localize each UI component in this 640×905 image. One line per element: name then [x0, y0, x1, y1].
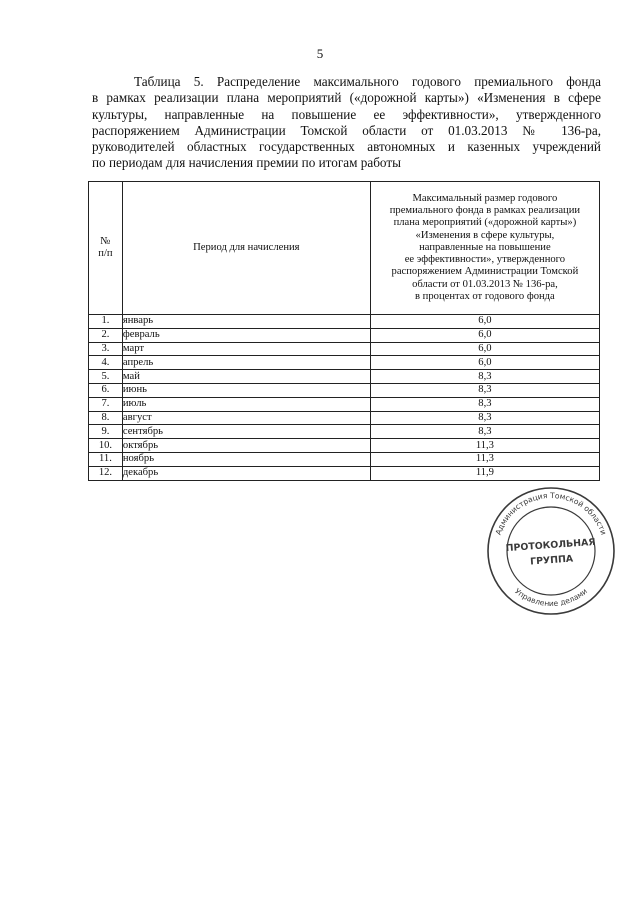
- table-row: [89, 439, 600, 453]
- row-percent-value: 6,0: [370, 356, 599, 370]
- row-period: май: [122, 370, 370, 384]
- row-percent-value: 11,3: [370, 452, 599, 466]
- stamp-center-line1: ПРОТОКОЛЬНАЯ: [505, 536, 596, 555]
- stamp-center-line2: ГРУППА: [529, 553, 574, 568]
- row-percent-value: 6,0: [370, 328, 599, 342]
- table-row: [89, 425, 600, 439]
- row-number: 6.: [89, 383, 123, 397]
- row-number: 5.: [89, 370, 123, 384]
- row-period: сентябрь: [122, 425, 370, 439]
- row-period: август: [122, 411, 370, 425]
- row-percent-value: 6,0: [370, 315, 599, 329]
- row-percent-value: 8,3: [370, 397, 599, 411]
- row-number: 7.: [89, 397, 123, 411]
- table-row: [89, 383, 600, 397]
- row-number: 2.: [89, 328, 123, 342]
- caption-line: по периодам для начисления премии по итогам работы: [92, 155, 401, 171]
- row-number: 10.: [89, 439, 123, 453]
- row-number: 3.: [89, 342, 123, 356]
- row-period: декабрь: [122, 466, 370, 480]
- row-number: 1.: [89, 315, 123, 329]
- row-number: 9.: [89, 425, 123, 439]
- premium-distribution-table: [88, 181, 600, 481]
- row-percent-value: 8,3: [370, 425, 599, 439]
- table-caption: [92, 74, 601, 172]
- caption-line: Таблица 5. Распределение максимального годового премиального фонда: [134, 74, 601, 89]
- table-row: [89, 466, 600, 480]
- table-body: [89, 315, 600, 481]
- row-percent-value: 11,9: [370, 466, 599, 480]
- table-row: [89, 397, 600, 411]
- caption-line: руководителей областных государственных автономных и казенных учреждений: [92, 139, 601, 155]
- header-period: Период для начисления: [122, 182, 370, 315]
- row-period: март: [122, 342, 370, 356]
- row-period: октябрь: [122, 439, 370, 453]
- row-percent-value: 11,3: [370, 439, 599, 453]
- row-period: январь: [122, 315, 370, 329]
- row-number: 8.: [89, 411, 123, 425]
- caption-line: распоряжением Администрации Томской области от 01.03.2013 № 136-ра,: [92, 122, 601, 138]
- caption-line: в рамках реализации плана мероприятий («дорожной карты») «Изменения в сфере: [92, 90, 601, 106]
- row-period: июнь: [122, 383, 370, 397]
- row-percent-value: 8,3: [370, 370, 599, 384]
- table-row: [89, 452, 600, 466]
- stamp-ring-top-text: Администрация Томской области: [493, 490, 609, 537]
- row-percent-value: 8,3: [370, 383, 599, 397]
- row-percent-value: 8,3: [370, 411, 599, 425]
- table-row: [89, 356, 600, 370]
- table-row: [89, 328, 600, 342]
- row-period: апрель: [122, 356, 370, 370]
- row-period: февраль: [122, 328, 370, 342]
- row-period: июль: [122, 397, 370, 411]
- row-period: ноябрь: [122, 452, 370, 466]
- header-number: № п/п: [89, 182, 123, 315]
- row-percent-value: 6,0: [370, 342, 599, 356]
- table-row: [89, 370, 600, 384]
- row-number: 11.: [89, 452, 123, 466]
- table-row: [89, 411, 600, 425]
- row-number: 12.: [89, 466, 123, 480]
- page-number: 5: [316, 46, 324, 61]
- header-percent: Максимальный размер годового премиального фонда в рамках реализации плана мероприятий («дорожной карты») «Изменения в сфере культуры, направленные на повышение ее эффективности», утвержденного распоряжением Администрации Томской области от 01.03.2013 № 136-ра, в процентах от годового фонда: [370, 182, 599, 315]
- protocol-group-stamp: [486, 486, 616, 616]
- row-number: 4.: [89, 356, 123, 370]
- table-row: [89, 315, 600, 329]
- caption-line: культуры, направленные на повышение ее эффективности», утвержденного: [92, 106, 601, 122]
- stamp-ring-bottom-text: Управление делами: [512, 586, 590, 608]
- table-row: [89, 342, 600, 356]
- table-header-row: [89, 182, 600, 315]
